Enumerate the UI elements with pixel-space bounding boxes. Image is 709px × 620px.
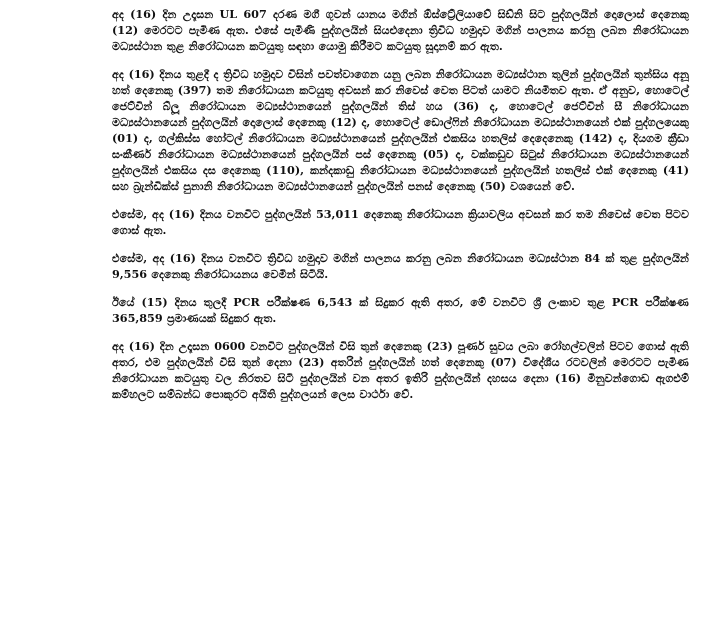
paragraph-completed-total: එසේම, අද (16) දිනය වනවිට පුද්ගලයින් 53,011 දෙනෙකු නිරෝධායන ක්‍රියාවලිය අවසන් කර තම නිවෙස් වෙත පිටව ගොස් ඇත. <box>112 207 689 237</box>
document-body <box>112 6 689 414</box>
paragraph-arrival: අද (16) දින උදෑසන UL 607 දරණ මගී ගුවන් යානය මගින් ඕස්ට්‍රේලියාවේ සිඩ්නි සිට පුද්ගලයින් දොලොස් දෙනෙකු (12) මෙරටට පැමිණ ඇත. එසේ පැමිණි පුද්ගලයින් සියළුදෙනා ත්‍රිවිධ හමුදාව මගින් පාලනය කරනු ලබන නිරෝධායන මධ්‍යස්ථාන තුළ නිරෝධායන කටයුතු සඳහා යොමු කිරීමට කටයුතු සූදානම් කර ඇත. <box>112 7 689 53</box>
paragraph-current-quarantine: එසේම, අද (16) දිනය වනවිට ත්‍රිවිධ හමුදාව මගින් පාලනය කරනු ලබන නිරෝධායන මධ්‍යස්ථාන 84 ක් තුළ පුද්ගලයින් 9,556 දෙනෙකු නිරෝධායනය වෙමින් සිටියි. <box>112 251 689 281</box>
paragraph-recoveries: අද (16) දින උදෑසන 0600 වනවිට පුද්ගලයින් විසි තුන් දෙනෙකු (23) පූර්ණ සුවය ලබා රෝහල්වලින් පිටව ගොස් ඇති අතර, එම පුද්ගලයින් විසි තුන් දෙනා (23) අතරින් පුද්ගලයින් හත් දෙනෙකු (07) විදේශීය රටවලින් මෙරටට පැමිණ නිරෝධායන කටයුතු වල නිරතව සිටි පුද්ගලයින් වන අතර ඉතිරි පුද්ගලයින් දහසය දෙනා (16) මිනුවන්ගොඩ ඇගළුම් කම්හලට සම්බන්ධ පොකුරට අයිති පුද්ගලයන් ලෙස වාර්ථා වේ. <box>112 339 689 401</box>
paragraph-quarantine-release: අද (16) දිනය තුළදී ද ත්‍රිවිධ හමුදාව විසින් පවත්වාගෙන යනු ලබන නිරෝධායන මධ්‍යස්ථාන තුලින් පුද්ගලයින් තුන්සිය අනූ හත් දෙනෙකු (397) තම නිරෝධායන කටයුතු අවසන් කර නිවෙස් වෙත පිටත් යාමට නියමිතව ඇත. ඒ අනුව, හොටෙල් ජෙට්වින් බ්ලූ නිරෝධායන මධ්‍යස්ථානයෙන් පුද්ගලයින් තිස් හය (36) ද, හොටෙල් ජෙට්වින් සී නිරෝධායන මධ්‍යස්ථානයෙන් පුද්ගලයින් දොලොස් දෙනෙකු (12) ද, හොටෙල් ඩොල්ෆින් නිරෝධායන මධ්‍යස්ථානයෙන් එක් පුද්ගලයෙකු (01) ද, ගල්කිස්ස හෝටල් නිරෝධායන මධ්‍යස්ථානයෙන් පුද්ගලයින් එකසිය හතලිස් දෙදෙනෙකු (142) ද, දියගම ක්‍රීඩා සංකීර්ණ නිරෝධායන මධ්‍යස්ථානයෙන් පුද්ගලයින් පස් දෙනෙකු (05) ද, වක්කඩුව සිටුස් නිරෝධායන මධ්‍යස්ථානයෙන් පුද්ගලයින් එකසිය දස දෙනෙකු (110), කන්දකාඩු නිරෝධායන මධ්‍යස්ථානයෙන් පුද්ගලයින් හතලිස් එක් දෙනෙකු (41) සහ බ්‍රැන්ඩික්ස් පුනානි නිරෝධායන මධ්‍යස්ථානයෙන් පුද්ගලයින් පනස් දෙනෙකු (50) වශයෙන් වේ. <box>112 67 689 193</box>
paragraph-pcr-tests: ඊයේ (15) දිනය තුලදී PCR පරීක්ෂණ 6,543 ක් සිදුකර ඇති අතර, මේ වනවිට ශ්‍රී ලංකාව තුළ PCR පරීක්ෂණ 365,859 ප්‍රමාණයක් සිදුකර ඇත. <box>112 295 689 325</box>
